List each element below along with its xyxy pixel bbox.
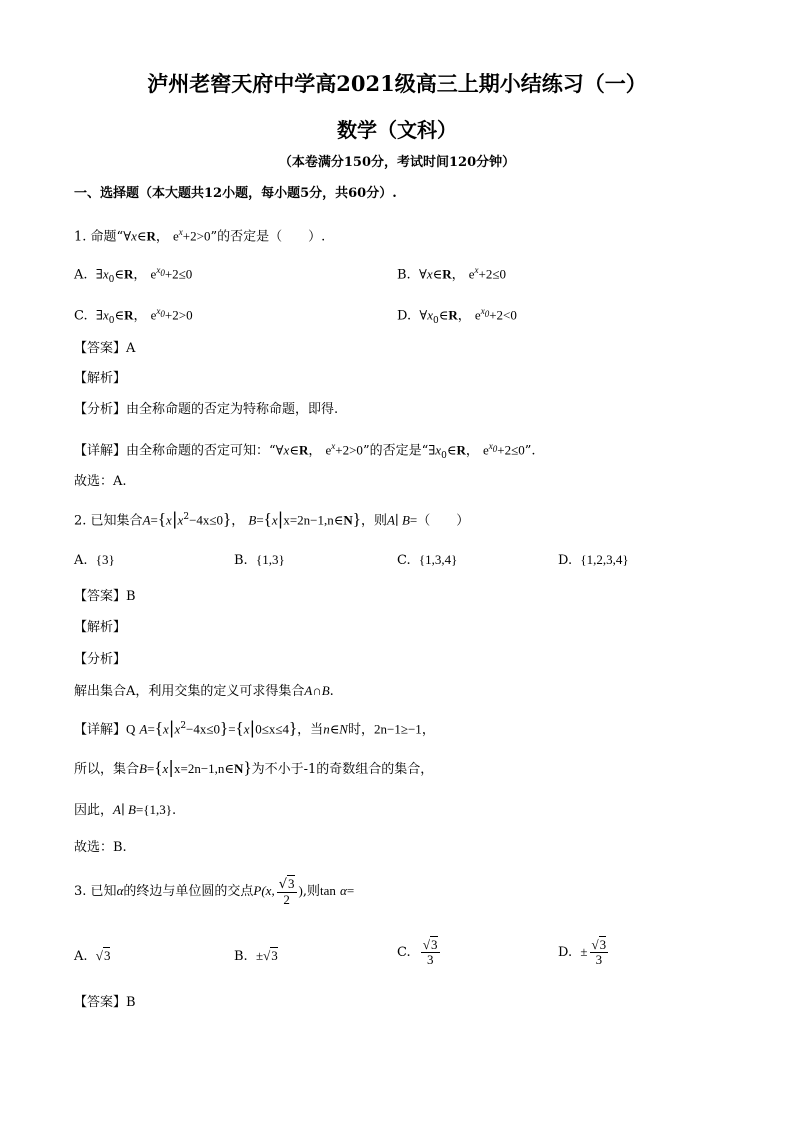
q3-option-c[interactable]: C. $\frac{√3}{3}$ [397, 937, 438, 967]
exam-meta: （本卷满分150分，考试时间120分钟） [278, 155, 516, 170]
q2-line2: 所以，集合B={x|x=2n−1,n∈N}为不小于-1的奇数组合的集合， [74, 758, 434, 778]
q1-answer: 【答案】A [74, 341, 136, 356]
q2-option-a[interactable]: A. {3} [74, 552, 115, 568]
q2-option-c[interactable]: C. {1,3,4} [397, 552, 458, 568]
q2-answer: 【答案】B [74, 589, 136, 604]
paper-title: 泸州老窖天府中学高2021级高三上期小结练习（一） [147, 71, 647, 96]
q2-option-b[interactable]: B. {1,3} [234, 552, 285, 568]
q1-option-c[interactable]: C. $\exists x_0\in R$， $e^{x_0}+2>0$ [74, 306, 193, 326]
q1-fenxi: 【分析】由全称命题的否定为特称命题，即得. [74, 402, 339, 417]
q1-option-d[interactable]: D. $\forall x_0\in R$， $e^{x_0}+2<0$ [397, 306, 517, 326]
q3-option-d[interactable]: D. ± $\frac{√3}{3}$ [558, 937, 607, 967]
q1-stem: 1. 命题“∀x∈R， $e^x+2>0$”的否定是（ ）. [74, 227, 326, 245]
q1-option-b[interactable]: B. ∀x∈R， $e^x+2\le 0$ [397, 265, 507, 283]
q2-option-d[interactable]: D. {1,2,3,4} [558, 552, 629, 568]
q1-conclusion: 故选：A. [74, 474, 127, 489]
q2-analysis-tag: 【解析】 [74, 620, 127, 635]
q3-stem: 3. 已知α的终边与单位圆的交点P(x, $\frac{√3}{2}$ ),则tan α= [74, 875, 355, 907]
q1-option-a[interactable]: A. $\exists x_0\in R$， $e^{x_0}+2\le 0$ [74, 265, 193, 285]
q2-fenxi: 解出集合A，利用交集的定义可求得集合A∩B. [74, 683, 334, 699]
subject-title: 数学（文科） [337, 118, 457, 142]
q3-option-b[interactable]: B. ±√3 [234, 948, 278, 964]
q1-xiangjie: 【详解】由全称命题的否定可知：“∀x∈R， $e^x+2>0$”的否定是“$\exists x_0\in R$， $e^{x_0}+2\le 0$”. [74, 441, 536, 461]
q2-xiangjie: 【详解】Q $A=\{x|x^2-4x\le 0\}=\{x|0\le x\le 4\}$，当n∈N时，2n−1≥−1， [74, 718, 435, 739]
q2-stem: 2. 已知集合$A=\{x|x^2-4x\le 0\}$， B={x|x=2n−1,n∈N}，则A∣ B=（ ） [74, 509, 470, 530]
q2-conclusion: 故选：B. [74, 840, 127, 855]
q3-fraction: $\frac{√3}{2}$ [278, 875, 295, 907]
q3-option-a[interactable]: A. √3 [74, 948, 111, 964]
q1-analysis-tag: 【解析】 [74, 371, 127, 386]
section-heading: 一、选择题（本大题共12小题，每小题5分，共60分）. [74, 186, 397, 201]
q2-line3: 因此，A∣ B={1,3}. [74, 802, 177, 818]
q3-answer: 【答案】B [74, 995, 136, 1010]
q2-fenxi-tag: 【分析】 [74, 652, 127, 667]
